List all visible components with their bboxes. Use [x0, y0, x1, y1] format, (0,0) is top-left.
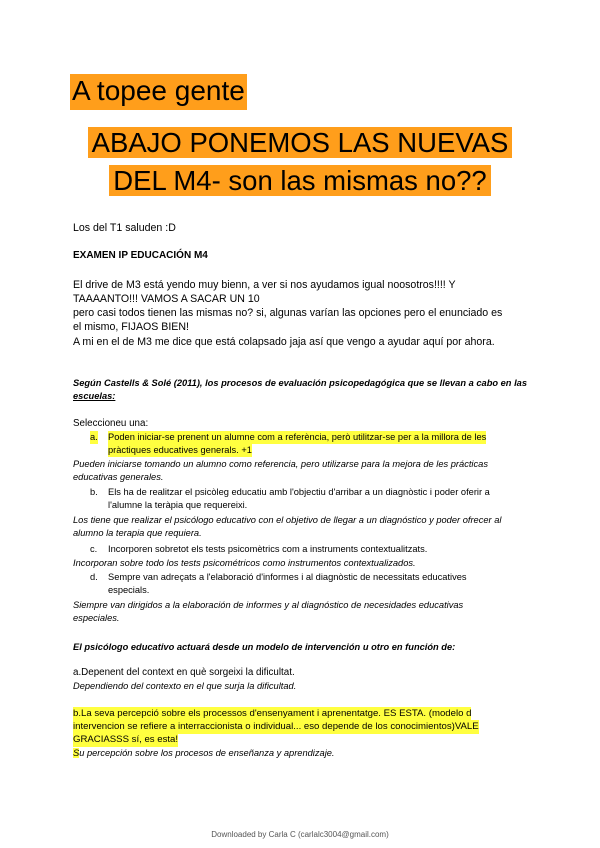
- q1-option-b-line1: Els ha de realitzar el psicòleg educatiu amb l'objectiu d'arribar a un diagnòstic i poder oferir a: [108, 487, 490, 497]
- q1-option-a-translation-line1: Pueden iniciarse tomando un alumno como referencia, pero utilizarse para la mejora de les prácticas: [73, 459, 488, 469]
- q2-option-b-line3: GRACIASSS sí, es esta!: [73, 734, 179, 745]
- q1-option-b-line2: l'alumne la teràpia que requereixi.: [108, 500, 248, 510]
- title-block: [70, 124, 530, 200]
- q1-option-d-line2: especials.: [108, 585, 150, 595]
- q2-option-b-line2: intervencion se refiere a interraccionista o individual... eso depende de los conocimientos)VALE: [73, 721, 479, 732]
- intro-p1-line1: El drive de M3 está yendo muy bienn, a ver si nos ayudamos igual noosotros!!!! Y: [73, 279, 456, 291]
- q2-option-b-translation-first: S: [73, 748, 80, 758]
- q1-option-c-letter: c.: [90, 544, 98, 554]
- exam-heading: EXAMEN IP EDUCACIÓN M4: [73, 250, 208, 261]
- q1-option-a-translation-line2: educativas generales.: [73, 472, 164, 482]
- q2-option-b-line1: b.La seva percepció sobre els processos d'ensenyament i aprenentatge. ES ESTA. (modelo d: [73, 708, 472, 719]
- q2-option-b-translation: [73, 747, 335, 760]
- q1-option-a-letter: a.: [90, 432, 98, 442]
- q1-question-line1: Según Castells & Solé (2011), los procesos de evaluación psicopedagógica que se llevan a cabo en las: [73, 378, 527, 388]
- intro-p2-line2: el mismo, FIJAOS BIEN!: [73, 321, 189, 333]
- q1-option-d-translation-line1: Siempre van dirigidos a la elaboración de informes y al diagnóstico de necesidades educativas: [73, 600, 464, 610]
- q2-option-a: a.Depenent del context en què sorgeixi la dificultat.: [73, 667, 295, 678]
- q1-option-c-translation: Incorporan sobre todo los tests psicométricos como instrumentos contextualizados.: [73, 558, 416, 568]
- intro-p1-line2: TAAAANTO!!! VAMOS A SACAR UN 10: [73, 293, 260, 305]
- title-line-2b: DEL M4- son las mismas no??: [109, 165, 490, 196]
- q1-option-c-line1: Incorporen sobretot els tests psicomètrics com a instruments contextualitzats.: [108, 544, 428, 554]
- q1-option-b-translation-line1: Los tiene que realizar el psicólogo educativo con el objetivo de llegar a un diagnóstico y poder ofrecer al: [73, 515, 502, 525]
- intro-p2-line1: pero casi todos tienen las mismas no? si, algunas varían las opciones pero el enunciado es: [73, 307, 503, 319]
- q2-option-a-translation: Dependiendo del contexto en el que surja la dificultad.: [73, 681, 297, 691]
- greeting: Los del T1 saluden :D: [73, 222, 176, 234]
- q1-option-a-line1: Poden iniciar-se prenent un alumne com a referència, però utilitzar-se per a la millora de les: [108, 432, 487, 442]
- q2-question: El psicólogo educativo actuará desde un modelo de intervención u otro en función de:: [73, 642, 456, 652]
- q1-option-d-line1: Sempre van adreçats a l'elaboració d'informes i al diagnòstic de necessitats educatives: [108, 572, 467, 582]
- q1-option-a-line2: pràctiques educatives generals. +1: [108, 445, 252, 455]
- q1-option-d-translation-line2: especiales.: [73, 613, 120, 623]
- download-footer: Downloaded by Carla C (carlalc3004@gmail.com): [211, 830, 389, 839]
- q1-option-d-letter: d.: [90, 572, 98, 582]
- intro-p3: A mi en el de M3 me dice que está colapsado jaja así que vengo a ayudar aquí por ahora.: [73, 336, 495, 348]
- q1-option-b-letter: b.: [90, 487, 98, 497]
- q1-select-label: Seleccioneu una:: [73, 418, 149, 429]
- q2-option-b-translation-rest: u percepción sobre los procesos de enseñanza y aprendizaje.: [79, 748, 335, 758]
- title-line-2a: ABAJO PONEMOS LAS NUEVAS: [88, 127, 513, 158]
- q1-question-line2: escuelas:: [73, 391, 116, 401]
- title-line-1: A topee gente: [70, 74, 247, 110]
- q1-option-b-translation-line2: alumno la terapia que requiera.: [73, 528, 202, 538]
